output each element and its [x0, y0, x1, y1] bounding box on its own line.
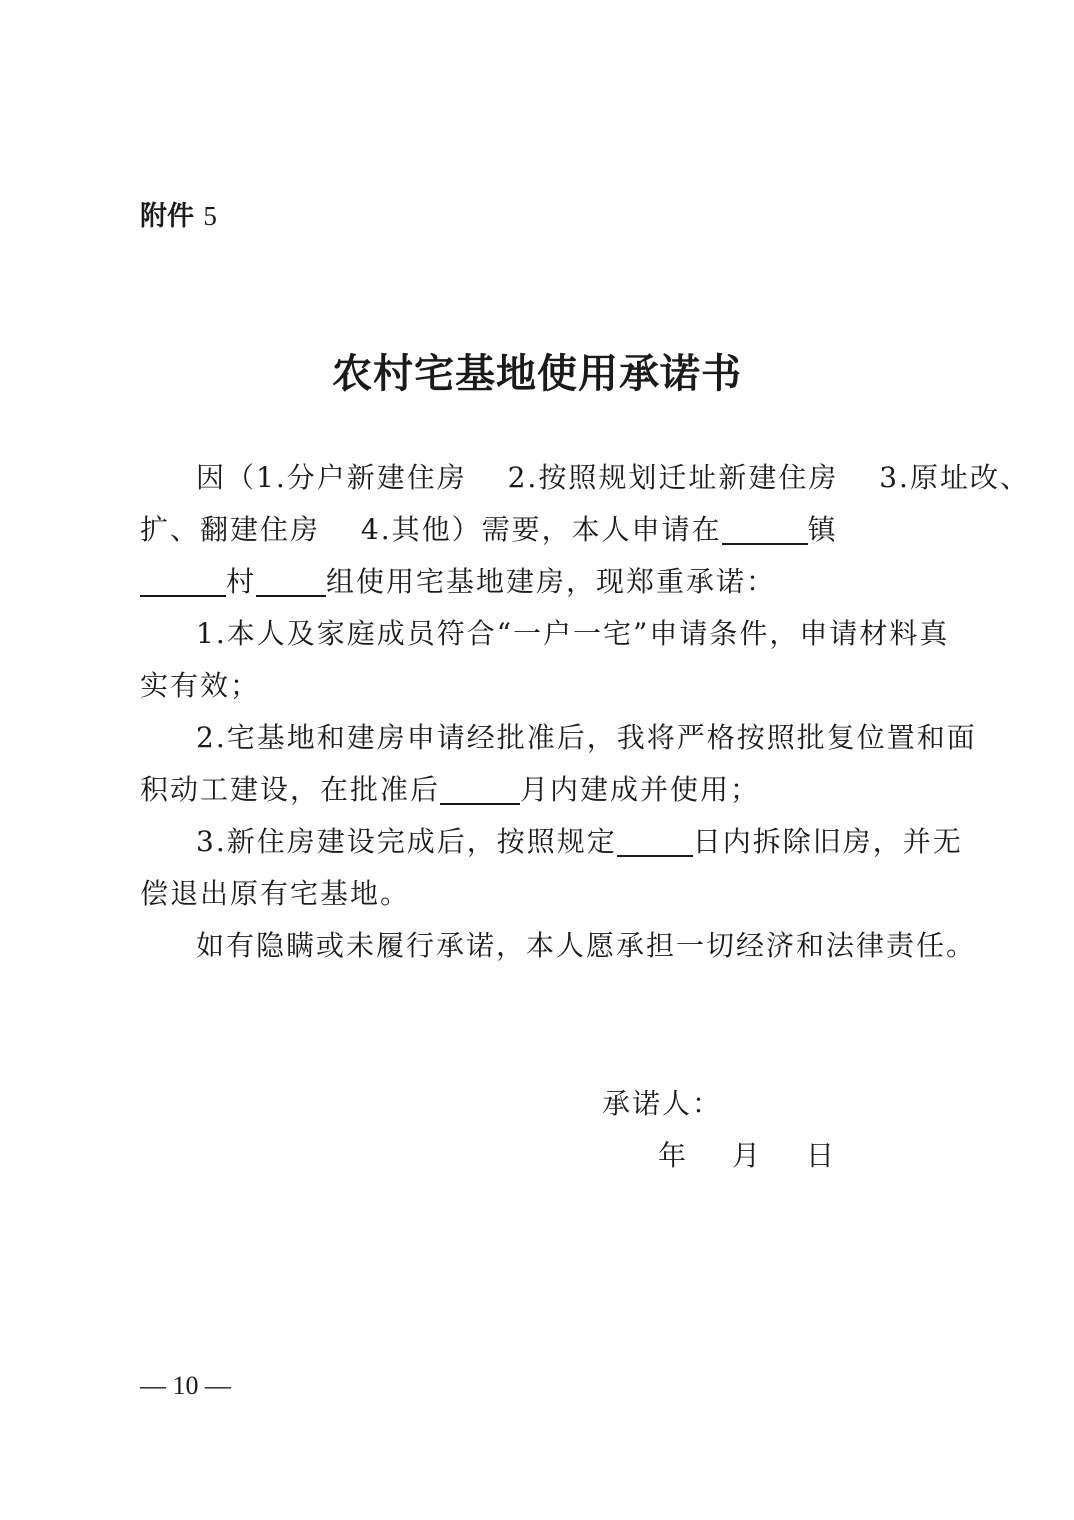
page-number: — 10 —	[140, 1371, 231, 1400]
town-suffix: 镇	[807, 513, 838, 546]
intro-line-3	[140, 562, 776, 602]
date-year: 年	[658, 1139, 687, 1172]
item2-line-2-suffix: 月内建成并使用；	[520, 773, 761, 806]
item3-line-1-text: 3.新住房建设完成后，按照规定	[196, 825, 617, 858]
signature-date	[658, 1136, 834, 1176]
item3-line-2: 偿退出原有宅基地。	[140, 877, 411, 910]
item2-line-2	[140, 770, 760, 810]
village-blank[interactable]	[140, 565, 226, 597]
item1-line-2: 实有效；	[140, 669, 261, 702]
days-blank[interactable]	[617, 825, 693, 857]
attachment-label	[140, 196, 217, 237]
date-month: 月	[732, 1139, 761, 1172]
town-blank[interactable]	[722, 513, 808, 545]
closing-statement: 如有隐瞒或未履行承诺，本人愿承担一切经济和法律责任。	[196, 929, 977, 962]
intro-line-3-text: 组使用宅基地建房，现郑重承诺：	[326, 565, 777, 598]
item2-line-1: 2.宅基地和建房申请经批准后，我将严格按照批复位置和面	[196, 721, 977, 754]
date-day: 日	[806, 1139, 835, 1172]
item3-line-1	[196, 822, 963, 862]
intro-line-2-text: 扩、翻建住房 4.其他）需要，本人申请在	[140, 513, 722, 546]
attachment-text: 附件	[140, 201, 194, 232]
item1-line-1: 1.本人及家庭成员符合“一户一宅”申请条件，申请材料真	[196, 617, 950, 650]
intro-line-2	[140, 510, 838, 550]
item3-line-1-suffix: 日内拆除旧房，并无	[692, 825, 963, 858]
item2-line-2-text: 积动工建设，在批准后	[140, 773, 441, 806]
months-blank[interactable]	[440, 773, 520, 805]
document-title: 农村宅基地使用承诺书	[332, 351, 742, 397]
attachment-number: 5	[203, 201, 217, 231]
intro-line-1: 因（1.分户新建住房 2.按照规划迁址新建住房 3.原址改、	[196, 461, 1030, 494]
group-blank[interactable]	[256, 565, 326, 597]
promisor-label: 承诺人：	[602, 1087, 723, 1120]
village-suffix: 村	[226, 565, 257, 598]
